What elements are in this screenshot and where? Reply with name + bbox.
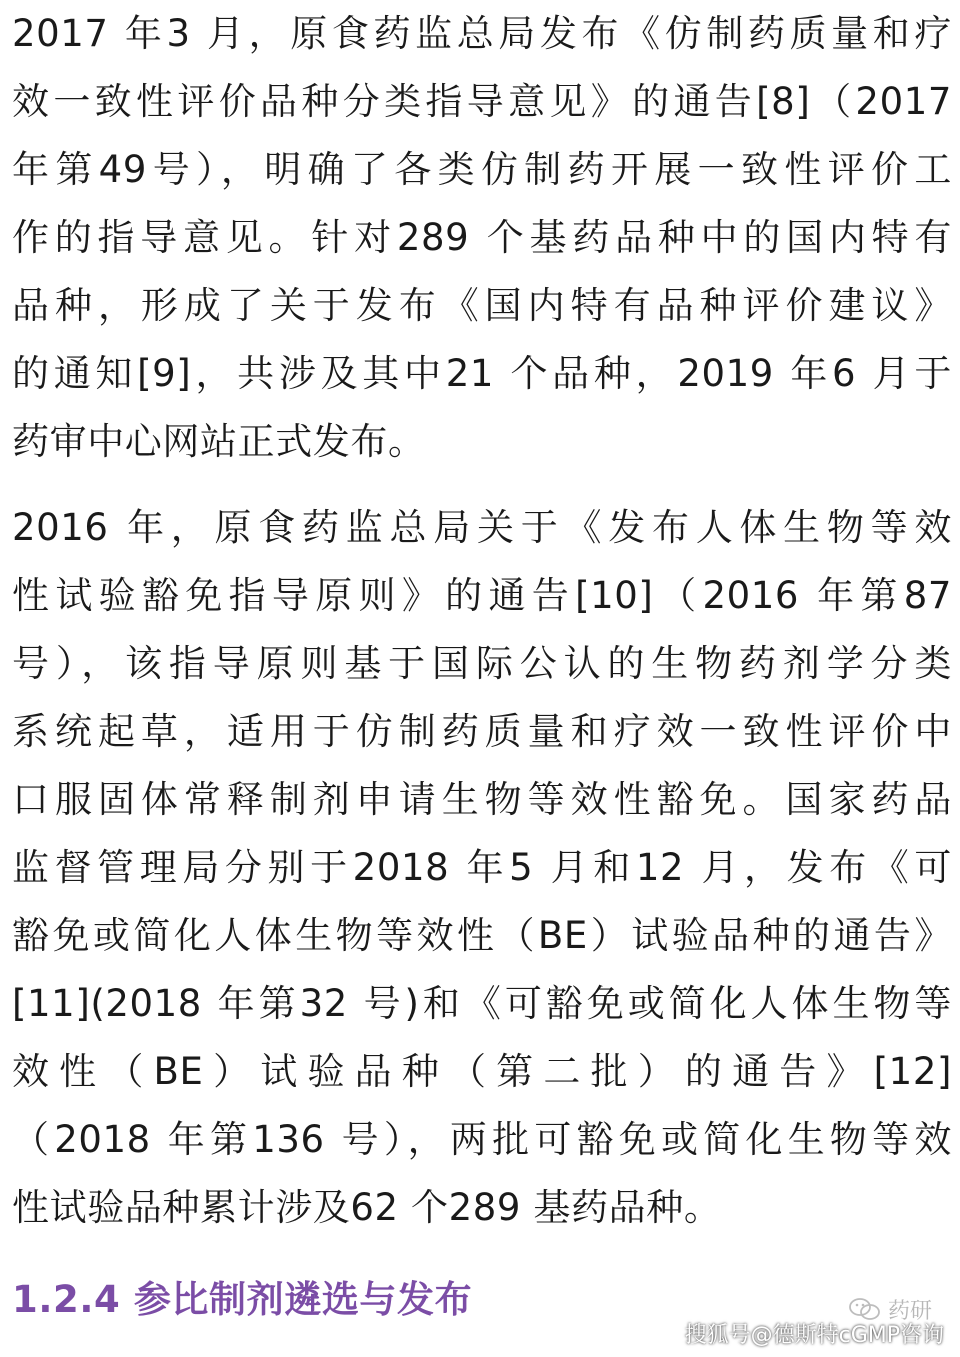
text-line: 性试验豁免指导原则》的通告[10]（2016 年第87 [12, 574, 952, 617]
text-line: 效一致性评价品种分类指导意见》的通告[8]（2017 [12, 80, 952, 123]
text-line: [11](2018 年第32 号)和《可豁免或简化人体生物等 [12, 982, 952, 1025]
text-line: 2017 年3 月，原食药监总局发布《仿制药质量和疗 [12, 12, 952, 55]
section-heading: 1.2.4 参比制剂遴选与发布 [12, 1278, 473, 1321]
paragraph-generic-drug-classification [12, 0, 952, 476]
watermark-logo-text: 药研 [887, 1298, 932, 1324]
text-line: 性试验品种累计涉及62 个289 基药品种。 [12, 1186, 722, 1229]
text-line: 年第49号），明确了各类仿制药开展一致性评价工 [12, 148, 952, 191]
text-line: 系统起草，适用于仿制药质量和疗效一致性评价中 [12, 710, 952, 753]
text-line: 效性（BE）试验品种（第二批）的通告》[12] [12, 1050, 952, 1093]
text-line: 的通知[9]，共涉及其中21 个品种，2019 年6 月于 [12, 352, 952, 395]
watermark-source: 搜狐号@德斯特cGMP咨询 [684, 1323, 944, 1348]
text-line: 号），该指导原则基于国际公认的生物药剂学分类 [12, 642, 952, 685]
text-line: （2018 年第136 号），两批可豁免或简化生物等效 [12, 1118, 952, 1161]
paragraph-be-waiver [12, 494, 952, 1242]
text-line: 豁免或简化人体生物等效性（BE）试验品种的通告》 [12, 914, 952, 957]
text-line: 口服固体常释制剂申请生物等效性豁免。国家药品 [12, 778, 952, 821]
text-line: 品种，形成了关于发布《国内特有品种评价建议》 [12, 284, 952, 327]
text-line: 监督管理局分别于2018 年5 月和12 月，发布《可 [12, 846, 952, 889]
wechat-icon [848, 1297, 882, 1321]
text-line: 2016 年，原食药监总局关于《发布人体生物等效 [12, 506, 952, 549]
text-line: 作的指导意见。针对289 个基药品种中的国内特有 [12, 216, 952, 259]
text-line: 药审中心网站正式发布。 [12, 420, 426, 463]
